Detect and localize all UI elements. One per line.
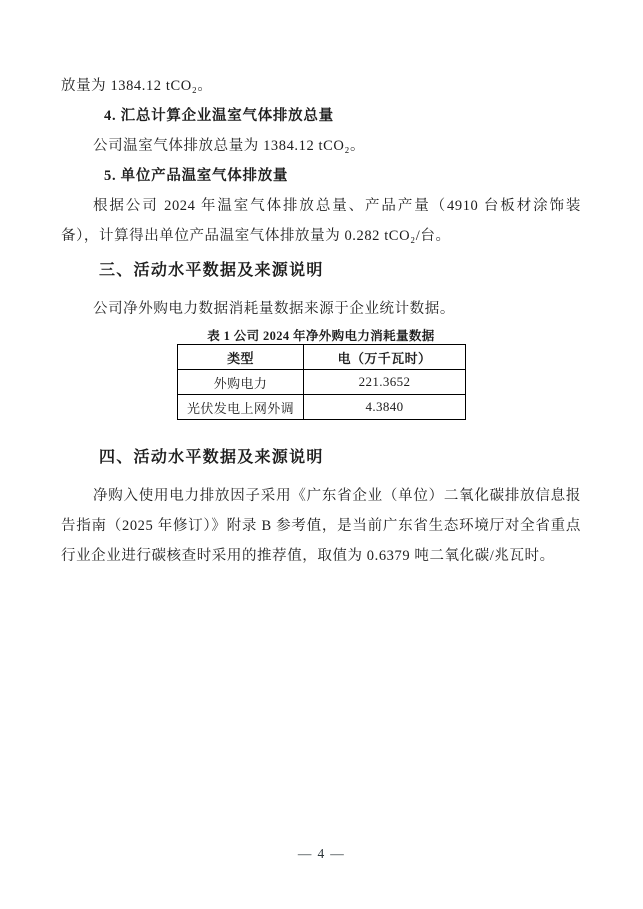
page-footer xyxy=(0,846,643,862)
table-row xyxy=(178,395,466,420)
page-number: — 4 — xyxy=(297,846,346,861)
paragraph-overflow-line: 放量为 1384.12 tCO₂。 xyxy=(61,78,213,94)
paragraph-activity-data-source: 公司净外购电力数据消耗量数据来源于企业统计数据。 xyxy=(93,301,455,317)
table-cell-pv-export-label: 光伏发电上网外调 xyxy=(178,395,304,420)
paragraph-total-emissions: 公司温室气体排放总量为 1384.12 tCO₂。 xyxy=(93,138,366,154)
sub-heading-5: 5. 单位产品温室气体排放量 xyxy=(104,168,289,184)
electricity-consumption-table xyxy=(177,344,466,420)
table-cell-pv-export-value: 4.3840 xyxy=(304,395,466,420)
section-3-title: 三、活动水平数据及来源说明 xyxy=(99,262,324,279)
table-row xyxy=(178,370,466,395)
table-header-row xyxy=(178,345,466,370)
paragraph-unit-product-emissions: 根据公司 2024 年温室气体排放总量、产品产量（4910 台板材涂饰装备），计算得出单位产品温室气体排放量为 0.282 tCO₂/台。 xyxy=(61,198,581,244)
table-cell-purchased-power-label: 外购电力 xyxy=(178,370,304,395)
paragraph-emission-factor: 净购入使用电力排放因子采用《广东省企业（单位）二氧化碳排放信息报告指南（2025 年修订）》附录 B 参考值，是当前广东省生态环境厅对全省重点行业企业进行碳核查时采用的推荐值，取值为 0.6379 吨二氧化碳/兆瓦时。 xyxy=(61,488,581,564)
table-header-electricity: 电（万千瓦时） xyxy=(304,345,466,370)
section-4-title: 四、活动水平数据及来源说明 xyxy=(99,449,324,466)
table-cell-purchased-power-value: 221.3652 xyxy=(304,370,466,395)
table-header-type: 类型 xyxy=(178,345,304,370)
sub-heading-4: 4. 汇总计算企业温室气体排放总量 xyxy=(104,108,334,124)
table-caption: 表 1 公司 2024 年净外购电力消耗量数据 xyxy=(207,329,435,343)
